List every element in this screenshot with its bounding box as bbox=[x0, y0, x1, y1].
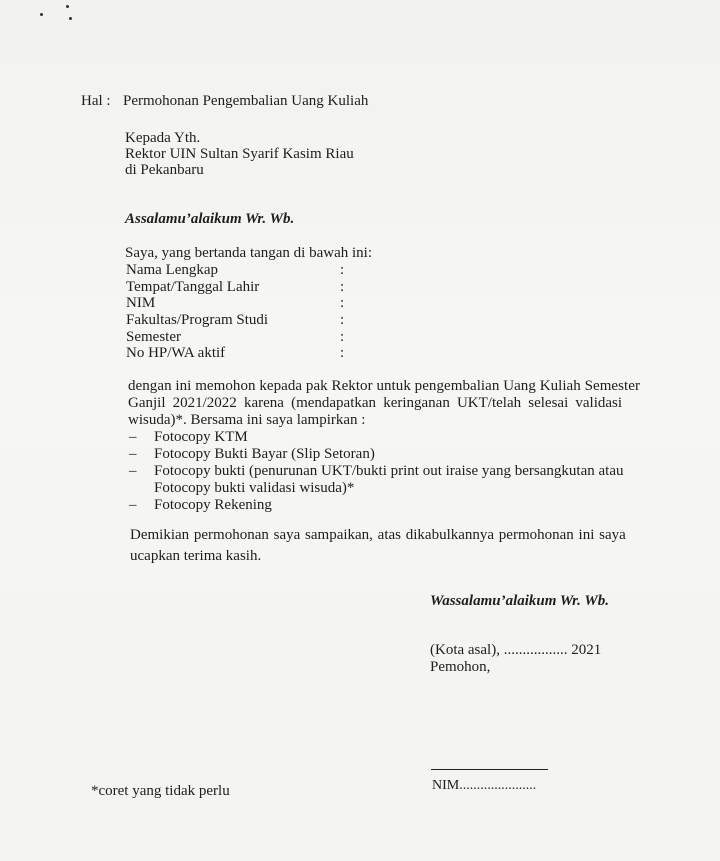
attachment-item: Fotocopy Rekening bbox=[154, 497, 272, 513]
field-label: Fakultas/Program Studi bbox=[126, 312, 269, 328]
signature-line bbox=[431, 769, 548, 770]
recipient-line-2: Rektor UIN Sultan Syarif Kasim Riau bbox=[125, 146, 354, 162]
field-label: Tempat/Tanggal Lahir bbox=[126, 279, 260, 295]
field-separator: : bbox=[340, 312, 345, 328]
scan-speck bbox=[40, 13, 43, 16]
field-separator: : bbox=[340, 262, 345, 278]
field-label: Semester bbox=[126, 329, 181, 345]
field-label: No HP/WA aktif bbox=[126, 345, 226, 361]
intro-text: Saya, yang bertanda tangan di bawah ini: bbox=[125, 245, 373, 261]
greeting: Assalamu’alaikum Wr. Wb. bbox=[125, 211, 295, 227]
list-dash: – bbox=[129, 446, 137, 462]
attachment-item-continuation: Fotocopy bukti validasi wisuda)* bbox=[154, 480, 355, 496]
subject-label: Hal : bbox=[81, 93, 111, 109]
place-date: (Kota asal), ................. 2021 bbox=[430, 642, 602, 658]
signature-nim: NIM...................... bbox=[432, 778, 537, 793]
field-separator: : bbox=[340, 279, 345, 295]
closing-line-2: ucapkan terima kasih. bbox=[130, 548, 262, 564]
scan-speck bbox=[69, 17, 72, 20]
request-line-1: dengan ini memohon kepada pak Rektor untuk pengembalian Uang Kuliah Semester bbox=[128, 378, 640, 394]
scan-speck bbox=[66, 5, 69, 8]
attachment-item: Fotocopy Bukti Bayar (Slip Setoran) bbox=[154, 446, 375, 462]
request-line-3: wisuda)*. Bersama ini saya lampirkan : bbox=[128, 412, 366, 428]
field-separator: : bbox=[340, 345, 345, 361]
list-dash: – bbox=[129, 497, 137, 513]
request-line-2: Ganjil 2021/2022 karena (mendapatkan keringanan UKT/telah selesai validasi bbox=[128, 395, 623, 411]
field-separator: : bbox=[340, 295, 345, 311]
field-label: NIM bbox=[126, 295, 156, 311]
attachment-item: Fotocopy bukti (penurunan UKT/bukti print out iraise yang bersangkutan atau bbox=[154, 463, 624, 479]
list-dash: – bbox=[129, 463, 137, 479]
subject-text: Permohonan Pengembalian Uang Kuliah bbox=[123, 93, 369, 109]
field-separator: : bbox=[340, 329, 345, 345]
recipient-line-1: Kepada Yth. bbox=[125, 130, 201, 146]
closing-line-1: Demikian permohonan saya sampaikan, atas dikabulkannya permohonan ini saya bbox=[130, 527, 626, 543]
applicant-role: Pemohon, bbox=[430, 659, 491, 675]
farewell: Wassalamu’alaikum Wr. Wb. bbox=[430, 593, 609, 609]
attachment-item: Fotocopy KTM bbox=[154, 429, 248, 445]
footnote: *coret yang tidak perlu bbox=[91, 783, 230, 799]
field-label: Nama Lengkap bbox=[126, 262, 219, 278]
list-dash: – bbox=[129, 429, 137, 445]
recipient-line-3: di Pekanbaru bbox=[125, 162, 204, 178]
